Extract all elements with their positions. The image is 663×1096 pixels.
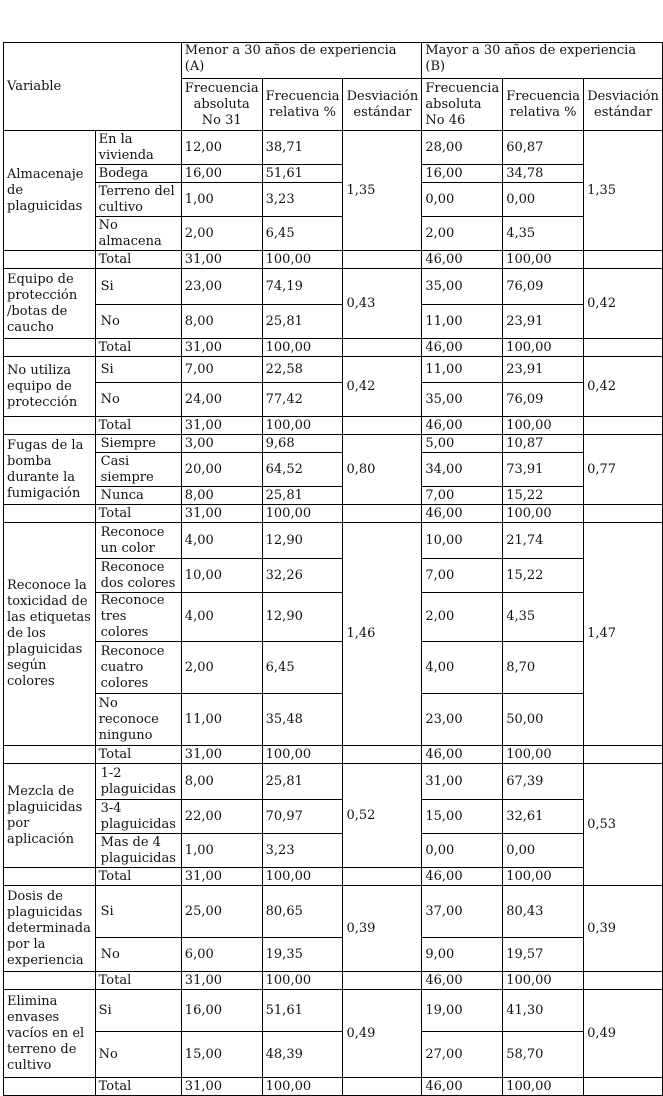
group-b-absolute: 16,00 bbox=[422, 165, 503, 183]
variable-empty-cell bbox=[4, 972, 96, 990]
option-label: No almacena bbox=[95, 217, 181, 251]
option-label: Nunca bbox=[95, 487, 181, 505]
group-b-absolute: 10,00 bbox=[422, 523, 503, 559]
group-a-relative: 64,52 bbox=[262, 453, 343, 487]
group-b-std-dev: 0,42 bbox=[584, 269, 663, 339]
group-a-relative: 9,68 bbox=[262, 435, 343, 453]
group-a-absolute: 7,00 bbox=[181, 357, 262, 383]
option-label: Reconoce dos colores bbox=[95, 559, 181, 593]
group-b-absolute: 31,00 bbox=[422, 764, 503, 800]
total-row bbox=[4, 339, 663, 357]
group-a-relative: 51,61 bbox=[262, 165, 343, 183]
group-a-absolute: 20,00 bbox=[181, 453, 262, 487]
option-label: Reconoce cuatro colores bbox=[95, 642, 181, 694]
group-a-absolute: 31,00 bbox=[181, 505, 262, 523]
group-b-relative: 23,91 bbox=[503, 305, 584, 339]
group-a-absolute: 25,00 bbox=[181, 886, 262, 938]
table-row bbox=[4, 559, 663, 593]
total-row bbox=[4, 868, 663, 886]
group-a-relative: 35,48 bbox=[262, 694, 343, 746]
group-b-relative: 21,74 bbox=[503, 523, 584, 559]
group-b-std-dev: 1,47 bbox=[584, 523, 663, 746]
group-b-relative: 100,00 bbox=[503, 417, 584, 435]
group-a-absolute: 31,00 bbox=[181, 972, 262, 990]
option-label: Si bbox=[95, 269, 181, 305]
group-a-absolute: 10,00 bbox=[181, 559, 262, 593]
group-b-absolute: 46,00 bbox=[422, 417, 503, 435]
total-row bbox=[4, 251, 663, 269]
variable-empty-cell bbox=[4, 1078, 96, 1096]
group-b-relative: 100,00 bbox=[503, 746, 584, 764]
group-a-std-dev: 1,46 bbox=[343, 523, 422, 746]
table-row bbox=[4, 1032, 663, 1078]
option-label: Mas de 4 plaguicidas bbox=[95, 834, 181, 868]
group-a-relative: 100,00 bbox=[262, 417, 343, 435]
group-b-std-dev-empty bbox=[584, 417, 663, 435]
variable-empty-cell bbox=[4, 417, 96, 435]
table-row bbox=[4, 487, 663, 505]
header-abs-b: Frecuencia absoluta No 46 bbox=[422, 79, 503, 131]
group-a-relative: 100,00 bbox=[262, 505, 343, 523]
group-a-relative: 100,00 bbox=[262, 339, 343, 357]
group-b-relative: 32,61 bbox=[503, 800, 584, 834]
group-b-std-dev-empty bbox=[584, 746, 663, 764]
group-b-relative: 23,91 bbox=[503, 357, 584, 383]
group-b-relative: 10,87 bbox=[503, 435, 584, 453]
header-sd-a: Desviación estándar bbox=[343, 79, 422, 131]
option-label: Reconoce un color bbox=[95, 523, 181, 559]
group-b-relative: 80,43 bbox=[503, 886, 584, 938]
option-label: Si bbox=[95, 886, 181, 938]
group-a-std-dev: 1,35 bbox=[343, 131, 422, 251]
group-a-relative: 22,58 bbox=[262, 357, 343, 383]
group-a-absolute: 2,00 bbox=[181, 217, 262, 251]
group-b-relative: 67,39 bbox=[503, 764, 584, 800]
group-b-relative: 50,00 bbox=[503, 694, 584, 746]
group-a-relative: 6,45 bbox=[262, 642, 343, 694]
group-a-absolute: 31,00 bbox=[181, 339, 262, 357]
group-a-relative: 74,19 bbox=[262, 269, 343, 305]
group-b-relative: 15,22 bbox=[503, 559, 584, 593]
table-row bbox=[4, 800, 663, 834]
header-rel-b: Frecuencia relativa % bbox=[503, 79, 584, 131]
group-b-std-dev-empty bbox=[584, 1078, 663, 1096]
group-b-std-dev-empty bbox=[584, 505, 663, 523]
variable-name: No utiliza equipo de protección bbox=[4, 357, 96, 417]
total-row bbox=[4, 505, 663, 523]
group-b-absolute: 46,00 bbox=[422, 505, 503, 523]
group-a-absolute: 16,00 bbox=[181, 990, 262, 1032]
group-a-absolute: 8,00 bbox=[181, 305, 262, 339]
table-row bbox=[4, 764, 663, 800]
group-a-absolute: 22,00 bbox=[181, 800, 262, 834]
group-b-absolute: 2,00 bbox=[422, 217, 503, 251]
variable-name: Dosis de plaguicidas determinada por la experiencia bbox=[4, 886, 96, 972]
option-label: Casi siempre bbox=[95, 453, 181, 487]
group-a-relative: 38,71 bbox=[262, 131, 343, 165]
group-b-std-dev-empty bbox=[584, 251, 663, 269]
group-a-relative: 100,00 bbox=[262, 868, 343, 886]
group-b-relative: 0,00 bbox=[503, 183, 584, 217]
group-a-std-dev-empty bbox=[343, 417, 422, 435]
header-group-b: Mayor a 30 años de experiencia (B) bbox=[422, 43, 663, 79]
group-b-relative: 100,00 bbox=[503, 868, 584, 886]
group-a-absolute: 11,00 bbox=[181, 694, 262, 746]
group-b-relative: 41,30 bbox=[503, 990, 584, 1032]
variable-name: Almacenaje de plaguicidas bbox=[4, 131, 96, 251]
group-b-relative: 58,70 bbox=[503, 1032, 584, 1078]
table-row bbox=[4, 453, 663, 487]
group-a-std-dev-empty bbox=[343, 339, 422, 357]
header-sd-b: Desviación estándar bbox=[584, 79, 663, 131]
group-b-absolute: 7,00 bbox=[422, 559, 503, 593]
group-a-std-dev-empty bbox=[343, 505, 422, 523]
group-b-relative: 4,35 bbox=[503, 593, 584, 642]
table-row bbox=[4, 593, 663, 642]
group-b-absolute: 46,00 bbox=[422, 1078, 503, 1096]
variable-empty-cell bbox=[4, 868, 96, 886]
table-row bbox=[4, 694, 663, 746]
group-b-absolute: 46,00 bbox=[422, 746, 503, 764]
option-label: No bbox=[95, 1032, 181, 1078]
group-b-absolute: 46,00 bbox=[422, 868, 503, 886]
group-b-relative: 0,00 bbox=[503, 834, 584, 868]
variable-name: Equipo de protección /botas de caucho bbox=[4, 269, 96, 339]
group-a-absolute: 12,00 bbox=[181, 131, 262, 165]
group-a-relative: 25,81 bbox=[262, 487, 343, 505]
group-a-relative: 51,61 bbox=[262, 990, 343, 1032]
table-row bbox=[4, 183, 663, 217]
table-row bbox=[4, 165, 663, 183]
group-a-absolute: 3,00 bbox=[181, 435, 262, 453]
group-b-absolute: 2,00 bbox=[422, 593, 503, 642]
option-label: Reconoce tres colores bbox=[95, 593, 181, 642]
variable-name: Mezcla de plaguicidas por aplicación bbox=[4, 764, 96, 868]
group-a-relative: 32,26 bbox=[262, 559, 343, 593]
option-label: Total bbox=[95, 746, 181, 764]
group-a-absolute: 16,00 bbox=[181, 165, 262, 183]
table-row bbox=[4, 435, 663, 453]
group-a-relative: 25,81 bbox=[262, 764, 343, 800]
group-a-relative: 70,97 bbox=[262, 800, 343, 834]
table-row bbox=[4, 131, 663, 165]
group-b-absolute: 9,00 bbox=[422, 938, 503, 972]
variable-empty-cell bbox=[4, 251, 96, 269]
header-abs-a: Frecuencia absoluta No 31 bbox=[181, 79, 262, 131]
group-b-relative: 100,00 bbox=[503, 339, 584, 357]
group-b-absolute: 15,00 bbox=[422, 800, 503, 834]
group-a-relative: 3,23 bbox=[262, 183, 343, 217]
option-label: 3-4 plaguicidas bbox=[95, 800, 181, 834]
option-label: Total bbox=[95, 251, 181, 269]
group-b-absolute: 19,00 bbox=[422, 990, 503, 1032]
group-a-absolute: 31,00 bbox=[181, 746, 262, 764]
table-row bbox=[4, 886, 663, 938]
group-b-std-dev-empty bbox=[584, 339, 663, 357]
group-a-absolute: 23,00 bbox=[181, 269, 262, 305]
option-label: No bbox=[95, 383, 181, 417]
option-label: 1-2 plaguicidas bbox=[95, 764, 181, 800]
table-row bbox=[4, 269, 663, 305]
option-label: Si bbox=[95, 990, 181, 1032]
group-b-absolute: 34,00 bbox=[422, 453, 503, 487]
table-row bbox=[4, 834, 663, 868]
group-b-absolute: 11,00 bbox=[422, 357, 503, 383]
group-a-relative: 80,65 bbox=[262, 886, 343, 938]
header-row-groups bbox=[4, 43, 663, 79]
group-a-relative: 12,90 bbox=[262, 523, 343, 559]
group-b-relative: 76,09 bbox=[503, 383, 584, 417]
group-b-absolute: 28,00 bbox=[422, 131, 503, 165]
group-b-absolute: 7,00 bbox=[422, 487, 503, 505]
group-b-absolute: 35,00 bbox=[422, 383, 503, 417]
variable-name: Elimina envases vacíos en el terreno de cultivo bbox=[4, 990, 96, 1078]
group-a-absolute: 6,00 bbox=[181, 938, 262, 972]
total-row bbox=[4, 417, 663, 435]
option-label: No reconoce ninguno bbox=[95, 694, 181, 746]
option-label: Total bbox=[95, 868, 181, 886]
table-row bbox=[4, 642, 663, 694]
group-a-absolute: 4,00 bbox=[181, 523, 262, 559]
group-a-relative: 12,90 bbox=[262, 593, 343, 642]
variable-name: Reconoce la toxicidad de las etiquetas de los plaguicidas según colores bbox=[4, 523, 96, 746]
option-label: Total bbox=[95, 505, 181, 523]
group-a-std-dev: 0,39 bbox=[343, 886, 422, 972]
option-label: Total bbox=[95, 339, 181, 357]
table-row bbox=[4, 938, 663, 972]
option-label: Total bbox=[95, 417, 181, 435]
option-label: Bodega bbox=[95, 165, 181, 183]
group-b-absolute: 11,00 bbox=[422, 305, 503, 339]
header-group-a: Menor a 30 años de experiencia (A) bbox=[181, 43, 422, 79]
group-a-std-dev-empty bbox=[343, 1078, 422, 1096]
group-a-relative: 25,81 bbox=[262, 305, 343, 339]
group-a-absolute: 4,00 bbox=[181, 593, 262, 642]
group-a-std-dev: 0,52 bbox=[343, 764, 422, 868]
group-b-relative: 100,00 bbox=[503, 251, 584, 269]
group-a-absolute: 15,00 bbox=[181, 1032, 262, 1078]
option-label: Si bbox=[95, 357, 181, 383]
total-row bbox=[4, 746, 663, 764]
variable-empty-cell bbox=[4, 746, 96, 764]
variable-name: Fugas de la bomba durante la fumigación bbox=[4, 435, 96, 505]
group-a-absolute: 31,00 bbox=[181, 417, 262, 435]
group-a-absolute: 31,00 bbox=[181, 1078, 262, 1096]
group-a-std-dev: 0,43 bbox=[343, 269, 422, 339]
group-a-relative: 100,00 bbox=[262, 1078, 343, 1096]
group-a-relative: 3,23 bbox=[262, 834, 343, 868]
group-a-std-dev: 0,42 bbox=[343, 357, 422, 417]
group-b-relative: 60,87 bbox=[503, 131, 584, 165]
group-b-relative: 4,35 bbox=[503, 217, 584, 251]
group-a-absolute: 8,00 bbox=[181, 764, 262, 800]
group-b-std-dev: 1,35 bbox=[584, 131, 663, 251]
group-a-absolute: 24,00 bbox=[181, 383, 262, 417]
group-a-relative: 77,42 bbox=[262, 383, 343, 417]
option-label: No bbox=[95, 305, 181, 339]
option-label: No bbox=[95, 938, 181, 972]
table-row bbox=[4, 383, 663, 417]
group-b-relative: 76,09 bbox=[503, 269, 584, 305]
group-a-relative: 100,00 bbox=[262, 746, 343, 764]
group-a-std-dev-empty bbox=[343, 868, 422, 886]
option-label: Total bbox=[95, 972, 181, 990]
frequency-table bbox=[3, 42, 663, 1096]
total-row bbox=[4, 972, 663, 990]
group-b-absolute: 46,00 bbox=[422, 972, 503, 990]
group-b-relative: 15,22 bbox=[503, 487, 584, 505]
header-rel-a: Frecuencia relativa % bbox=[262, 79, 343, 131]
group-b-absolute: 27,00 bbox=[422, 1032, 503, 1078]
group-b-std-dev: 0,77 bbox=[584, 435, 663, 505]
group-b-relative: 100,00 bbox=[503, 1078, 584, 1096]
group-a-absolute: 8,00 bbox=[181, 487, 262, 505]
total-row bbox=[4, 1078, 663, 1096]
group-b-std-dev: 0,42 bbox=[584, 357, 663, 417]
group-b-relative: 100,00 bbox=[503, 972, 584, 990]
group-a-relative: 48,39 bbox=[262, 1032, 343, 1078]
variable-empty-cell bbox=[4, 339, 96, 357]
group-b-absolute: 0,00 bbox=[422, 183, 503, 217]
group-b-std-dev: 0,53 bbox=[584, 764, 663, 886]
option-label: Siempre bbox=[95, 435, 181, 453]
option-label: Terreno del cultivo bbox=[95, 183, 181, 217]
group-a-std-dev-empty bbox=[343, 251, 422, 269]
group-b-absolute: 4,00 bbox=[422, 642, 503, 694]
table-row bbox=[4, 990, 663, 1032]
group-a-relative: 6,45 bbox=[262, 217, 343, 251]
group-a-std-dev-empty bbox=[343, 746, 422, 764]
group-b-relative: 34,78 bbox=[503, 165, 584, 183]
group-a-std-dev: 0,80 bbox=[343, 435, 422, 505]
table-row bbox=[4, 357, 663, 383]
group-a-relative: 100,00 bbox=[262, 251, 343, 269]
group-b-std-dev: 0,39 bbox=[584, 886, 663, 972]
group-a-absolute: 2,00 bbox=[181, 642, 262, 694]
group-b-relative: 8,70 bbox=[503, 642, 584, 694]
group-b-relative: 73,91 bbox=[503, 453, 584, 487]
variable-empty-cell bbox=[4, 505, 96, 523]
group-b-absolute: 23,00 bbox=[422, 694, 503, 746]
group-b-absolute: 46,00 bbox=[422, 251, 503, 269]
group-a-absolute: 31,00 bbox=[181, 868, 262, 886]
group-b-relative: 19,57 bbox=[503, 938, 584, 972]
header-variable: Variable bbox=[4, 43, 182, 131]
group-a-relative: 19,35 bbox=[262, 938, 343, 972]
group-b-absolute: 46,00 bbox=[422, 339, 503, 357]
group-b-absolute: 37,00 bbox=[422, 886, 503, 938]
option-label: En la vivienda bbox=[95, 131, 181, 165]
group-b-std-dev-empty bbox=[584, 972, 663, 990]
group-a-absolute: 31,00 bbox=[181, 251, 262, 269]
table-body bbox=[4, 43, 663, 1096]
group-b-absolute: 5,00 bbox=[422, 435, 503, 453]
group-b-relative: 100,00 bbox=[503, 505, 584, 523]
group-a-std-dev-empty bbox=[343, 972, 422, 990]
group-a-relative: 100,00 bbox=[262, 972, 343, 990]
group-a-absolute: 1,00 bbox=[181, 183, 262, 217]
group-b-absolute: 0,00 bbox=[422, 834, 503, 868]
option-label: Total bbox=[95, 1078, 181, 1096]
group-b-absolute: 35,00 bbox=[422, 269, 503, 305]
group-a-absolute: 1,00 bbox=[181, 834, 262, 868]
table-row bbox=[4, 523, 663, 559]
group-b-std-dev: 0,49 bbox=[584, 990, 663, 1078]
table-row bbox=[4, 217, 663, 251]
group-a-std-dev: 0,49 bbox=[343, 990, 422, 1078]
table-row bbox=[4, 305, 663, 339]
